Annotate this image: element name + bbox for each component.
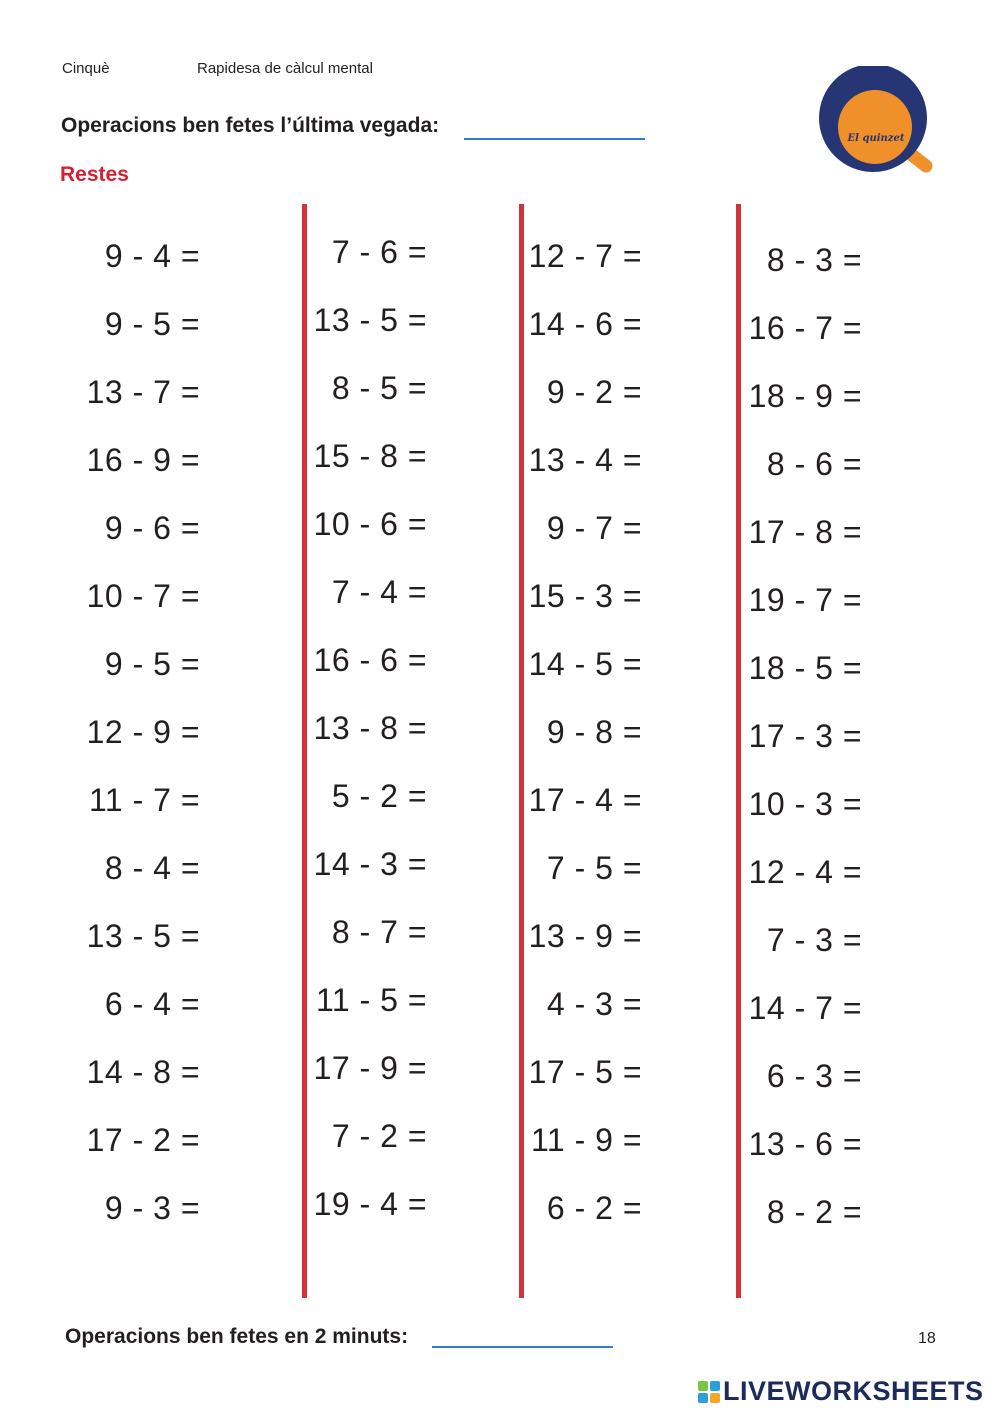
exercise-item: 9 - 3 =	[104, 1190, 200, 1226]
exercise-item: 18 - 5 =	[748, 650, 862, 686]
exercise-column-2	[290, 0, 427, 1300]
logo-text: El quinzet	[847, 133, 905, 144]
exercise-item: 15 - 3 =	[528, 578, 642, 614]
exercise-item: 12 - 7 =	[528, 238, 642, 274]
exercise-item: 18 - 9 =	[748, 378, 862, 414]
exercise-item: 8 - 3 =	[766, 242, 862, 278]
section-title: Restes	[60, 163, 129, 186]
exercise-item: 13 - 9 =	[528, 918, 642, 954]
page-number: 18	[918, 1330, 936, 1347]
exercise-item: 12 - 9 =	[86, 714, 200, 750]
exercise-item: 17 - 2 =	[86, 1122, 200, 1158]
exercise-item: 6 - 3 =	[766, 1058, 862, 1094]
exercise-item: 16 - 7 =	[748, 310, 862, 346]
exercise-item: 16 - 6 =	[313, 642, 427, 678]
exercise-item: 6 - 4 =	[104, 986, 200, 1022]
exercise-item: 7 - 2 =	[331, 1118, 427, 1154]
exercise-column-1	[60, 0, 200, 1300]
exercise-item: 8 - 2 =	[766, 1194, 862, 1230]
exercise-item: 9 - 6 =	[104, 510, 200, 546]
two-minutes-label: Operacions ben fetes en 2 minuts:	[65, 1325, 409, 1348]
exercise-item: 9 - 8 =	[546, 714, 642, 750]
exercise-item: 10 - 6 =	[313, 506, 427, 542]
liveworksheets-brand[interactable]	[698, 1376, 984, 1407]
exercise-item: 17 - 4 =	[528, 782, 642, 818]
exercise-item: 13 - 5 =	[313, 302, 427, 338]
liveworksheets-text: LIVEWORKSHEETS	[723, 1376, 984, 1406]
exercise-item: 6 - 2 =	[546, 1190, 642, 1226]
exercise-item: 13 - 7 =	[86, 374, 200, 410]
exercise-item: 5 - 2 =	[331, 778, 427, 814]
exercise-item: 17 - 9 =	[313, 1050, 427, 1086]
exercise-item: 7 - 6 =	[331, 234, 427, 270]
exercise-item: 14 - 5 =	[528, 646, 642, 682]
exercise-item: 8 - 4 =	[104, 850, 200, 886]
exercise-item: 8 - 7 =	[331, 914, 427, 950]
exercise-item: 14 - 7 =	[748, 990, 862, 1026]
exercise-item: 12 - 4 =	[748, 854, 862, 890]
exercise-item: 9 - 2 =	[546, 374, 642, 410]
exercise-item: 9 - 5 =	[104, 646, 200, 682]
exercise-item: 11 - 7 =	[88, 782, 200, 818]
exercise-item: 17 - 3 =	[748, 718, 862, 754]
last-time-label: Operacions ben fetes l’última vegada:	[61, 114, 440, 137]
exercise-item: 7 - 3 =	[766, 922, 862, 958]
exercise-item: 13 - 6 =	[748, 1126, 862, 1162]
exercise-item: 15 - 8 =	[313, 438, 427, 474]
exercise-item: 17 - 5 =	[528, 1054, 642, 1090]
exercise-item: 19 - 4 =	[313, 1186, 427, 1222]
exercise-item: 11 - 5 =	[315, 982, 427, 1018]
exercise-item: 10 - 7 =	[86, 578, 200, 614]
exercise-item: 8 - 6 =	[766, 446, 862, 482]
exercise-item: 13 - 5 =	[86, 918, 200, 954]
exercise-item: 4 - 3 =	[546, 986, 642, 1022]
liveworksheets-logo-icon	[698, 1381, 720, 1403]
exercise-item: 14 - 3 =	[313, 846, 427, 882]
exercise-item: 10 - 3 =	[748, 786, 862, 822]
exercise-column-4	[740, 0, 862, 1300]
exercise-item: 7 - 5 =	[546, 850, 642, 886]
exercise-item: 11 - 9 =	[530, 1122, 642, 1158]
exercise-item: 14 - 8 =	[86, 1054, 200, 1090]
exercise-column-3	[520, 0, 642, 1300]
exercise-item: 7 - 4 =	[331, 574, 427, 610]
exercise-item: 13 - 4 =	[528, 442, 642, 478]
exercise-item: 9 - 7 =	[546, 510, 642, 546]
subject-label: Rapidesa de càlcul mental	[197, 60, 373, 77]
exercise-item: 17 - 8 =	[748, 514, 862, 550]
exercise-item: 8 - 5 =	[331, 370, 427, 406]
two-minutes-answer-line[interactable]	[432, 1346, 613, 1348]
exercise-item: 14 - 6 =	[528, 306, 642, 342]
exercise-item: 16 - 9 =	[86, 442, 200, 478]
exercise-item: 13 - 8 =	[313, 710, 427, 746]
exercise-item: 19 - 7 =	[748, 582, 862, 618]
grade-label: Cinquè	[62, 60, 110, 77]
exercise-item: 9 - 4 =	[104, 238, 200, 274]
exercise-item: 9 - 5 =	[104, 306, 200, 342]
